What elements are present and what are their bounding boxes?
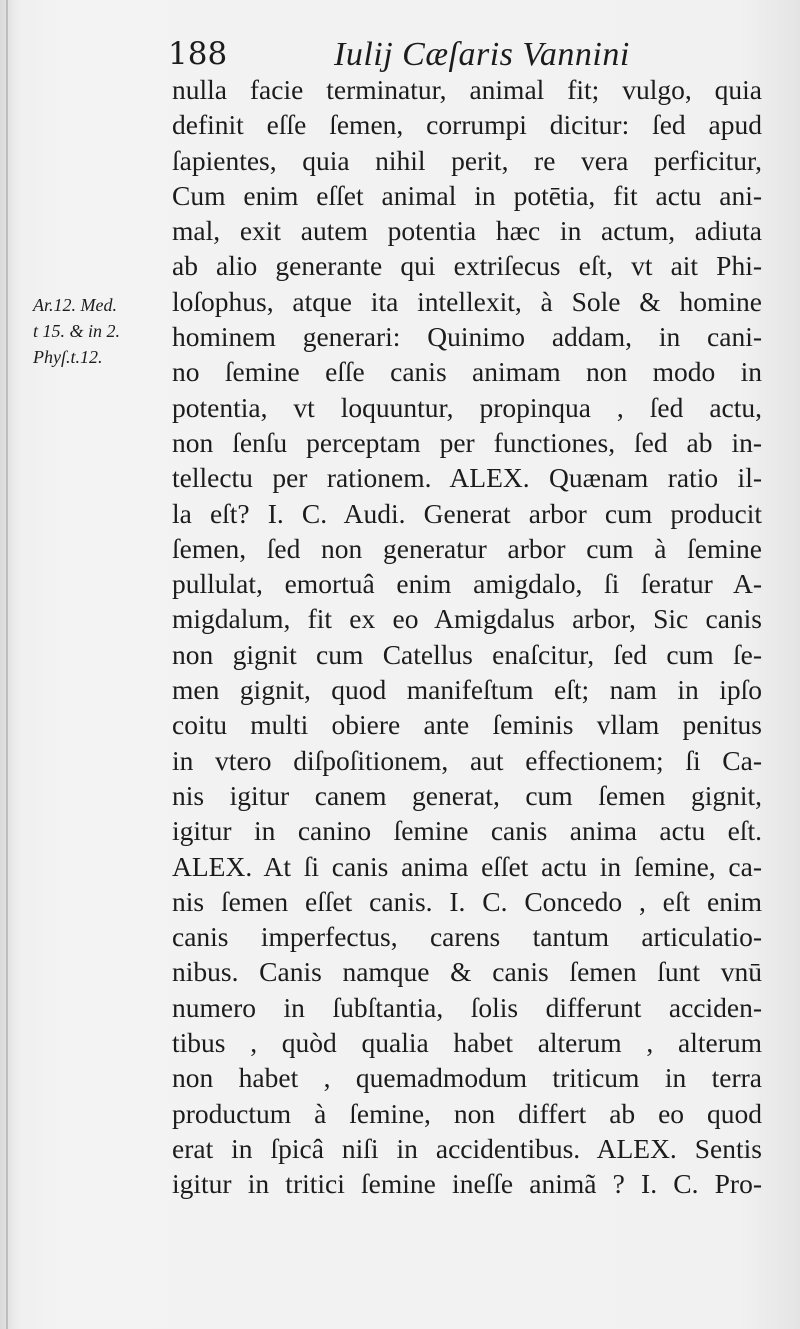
text-line: igitur in tritici ſemine ineſſe animã ? I. C. Pro- xyxy=(172,1168,762,1200)
running-head-title: Iulij Cæſaris Vannini xyxy=(334,36,630,73)
text-line: ALEX. At ſi canis anima eſſet actu in ſemine, ca- xyxy=(172,850,762,882)
text-line: loſophus, atque ita intellexit, à Sole & homine xyxy=(172,285,762,317)
text-line: la eſt? I. C. Audi. Generat arbor cum producit xyxy=(172,497,762,529)
text-line: no ſemine eſſe canis animam non modo in xyxy=(172,356,762,388)
marginal-note-line: t 15. & in 2. xyxy=(33,321,121,341)
text-line: ab alio generante qui extriſecus eſt, vt ait Phi- xyxy=(172,250,762,282)
text-line: nis ſemen eſſet canis. I. C. Concedo , eſt enim xyxy=(172,885,762,917)
text-line: productum à ſemine, non differt ab eo quod xyxy=(172,1097,762,1129)
text-line: numero in ſubſtantia, ſolis differunt acciden- xyxy=(172,991,762,1023)
text-line: mal, exit autem potentia hæc in actum, adiuta xyxy=(172,215,762,247)
text-line: non habet , quemadmodum triticum in terra xyxy=(172,1062,762,1094)
text-line: erat in ſpicâ niſi in accidentibus. ALEX. Sentis xyxy=(172,1132,762,1164)
text-line: men gignit, quod manifeſtum eſt; nam in ipſo xyxy=(172,674,762,706)
text-line: nis igitur canem generat, cum ſemen gignit, xyxy=(172,779,762,811)
text-line: igitur in canino ſemine canis anima actu eſt. xyxy=(172,815,762,847)
text-line: migdalum, fit ex eo Amigdalus arbor, Sic canis xyxy=(172,603,762,635)
text-line: ſapientes, quia nihil perit, re vera perficitur, xyxy=(172,144,762,176)
text-line: definit eſſe ſemen, corrumpi dicitur: ſed apud xyxy=(172,109,762,141)
marginal-note xyxy=(33,292,163,370)
text-line: nulla facie terminatur, animal fit; vulgo, quia xyxy=(172,74,762,105)
text-line: potentia, vt loquuntur, propinqua , ſed actu, xyxy=(172,391,762,423)
text-line: coitu multi obiere ante ſeminis vllam penitus xyxy=(172,709,762,741)
page-gutter-edge xyxy=(6,0,8,1329)
text-line: pullulat, emortuâ enim amigdalo, ſi ſeratur A- xyxy=(172,568,762,600)
marginal-note-line: Phyſ.t.12. xyxy=(33,347,103,367)
text-line: Cum enim eſſet animal in potētia, fit actu ani- xyxy=(172,179,762,211)
page-number: 188 xyxy=(168,36,228,72)
text-line: canis imperfectus, carens tantum articulatio- xyxy=(172,921,762,953)
text-line: non gignit cum Catellus enaſcitur, ſed cum ſe- xyxy=(172,638,762,670)
body-text xyxy=(172,72,762,1202)
text-line: ſemen, ſed non generatur arbor cum à ſemine xyxy=(172,532,762,564)
text-line: tellectu per rationem. ALEX. Quænam ratio il- xyxy=(172,462,762,494)
text-line: hominem generari: Quinimo addam, in cani- xyxy=(172,321,762,353)
text-line: non ſenſu perceptam per functiones, ſed ab in- xyxy=(172,426,762,458)
text-line: tibus , quòd qualia habet alterum , alterum xyxy=(172,1027,762,1059)
text-line: in vtero diſpoſitionem, aut effectionem; ſi Ca- xyxy=(172,744,762,776)
marginal-note-line: Ar.12. Med. xyxy=(33,295,117,315)
text-line: nibus. Canis namque & canis ſemen ſunt vnū xyxy=(172,956,762,988)
